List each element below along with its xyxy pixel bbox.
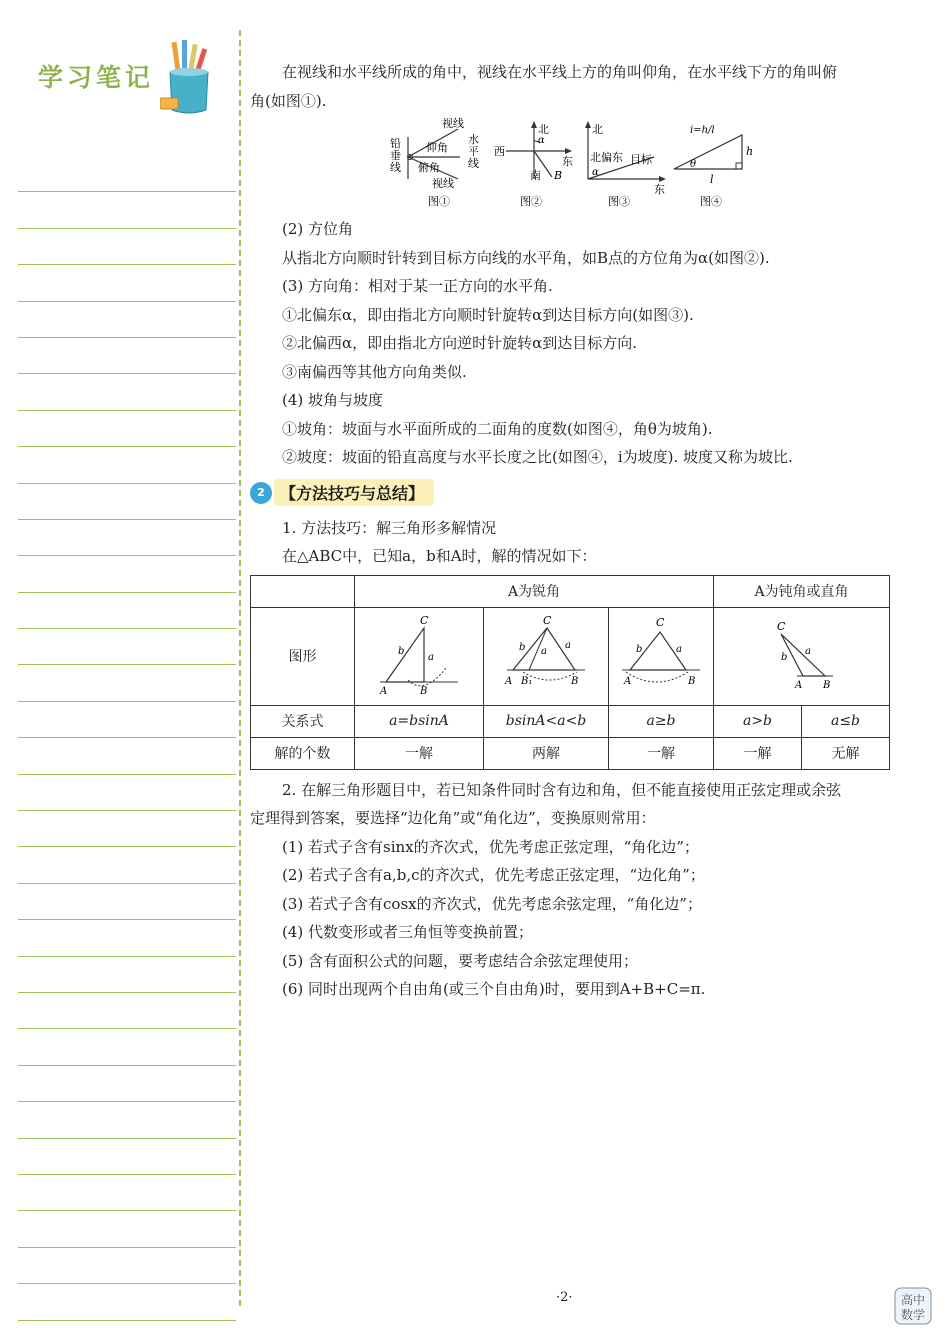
svg-text:C: C [420,614,429,627]
rule-6: (6) 同时出现两个自由角(或三个自由角)时，要用到A+B+C=π. [282,980,706,998]
main-content [250,58,890,1004]
fig2-west: 西 [494,145,505,158]
relation-2: bsinA<a<b [484,705,609,737]
notes-title: 学习笔记 [38,63,155,92]
relation-1: a=bsinA [355,705,484,737]
fig2-caption: 图② [520,195,542,208]
item-2: 从指北方向顺时针转到目标方向线的水平角，如B点的方位角为α(如图②). [282,248,770,267]
svg-text:b: b [636,644,643,655]
fig1-sight-bottom: 视线 [432,177,454,190]
svg-text:C: C [776,620,785,633]
relation-3: a≥b [609,705,714,737]
svg-text:b: b [398,646,405,657]
note-lines [18,156,236,1321]
row-label-relation: 关系式 [251,705,355,737]
fig1-horiz-1: 水 [468,133,479,146]
count-1: 一解 [355,737,484,769]
item-8: ①坡角：坡面与水平面所成的二面角的度数(如图④，角θ为坡角). [282,419,713,438]
rule-5: (5) 含有面积公式的问题，要考虑结合余弦定理使用； [282,951,639,970]
section-header [250,478,890,508]
svg-text:b: b [519,642,526,653]
triangle-case-1 [374,614,464,694]
figure-case-1 [355,607,484,705]
fig2-north: 北 [538,123,549,136]
fig4-theta: θ [690,159,697,170]
figure-row [250,117,890,209]
relation-5: a≤b [802,705,890,737]
dashed-divider [239,30,241,1306]
fig4-h: h [746,145,754,158]
fig4-l: l [710,173,714,186]
pencil-cup-icon [160,38,218,116]
svg-text:a: a [428,652,434,663]
fig1-sight-top: 视线 [442,117,464,130]
page-number: ·2· [556,1290,573,1305]
fig2-point: B [554,169,563,182]
fig1-depression: 俯角 [418,161,440,174]
fig3-direction: 北偏东 [590,151,623,164]
item-6: ③南偏西等其他方向角类似. [282,362,467,381]
section-badge: 2 [250,482,272,504]
rule-4: (4) 代数变形或者三角恒等变换前置； [282,923,534,941]
svg-text:A: A [624,676,632,687]
row-label-figure: 图形 [251,607,355,705]
header-acute: A为锐角 [355,575,714,607]
method-title: 1. 方法技巧：解三角形多解情况 [282,518,497,537]
fig4-caption: 图④ [700,195,722,208]
figure-case-3 [609,607,714,705]
svg-text:a: a [541,646,547,657]
math-logo-icon [893,1286,933,1326]
fig2-south: 南 [530,169,541,182]
svg-text:C: C [543,614,552,627]
svg-text:B: B [571,676,579,687]
figure-case-4 [714,607,890,705]
table-corner [251,575,355,607]
fig1-horiz-3: 线 [468,157,479,170]
fig3-caption: 图③ [608,195,630,208]
svg-text:A: A [380,686,388,694]
logo-line-1: 高中 [901,1293,926,1307]
fig1-lead-2: 垂 [390,149,401,162]
fig2-east: 东 [562,155,573,168]
svg-text:a: a [804,646,811,657]
rule-2: (2) 若式子含有a,b,c的齐次式，优先考虑正弦定理，“边化角”； [282,866,705,884]
intro-line-2: 角(如图①). [250,91,327,110]
triangle-case-4 [747,614,857,694]
count-5: 无解 [802,737,890,769]
svg-text:A: A [505,676,513,687]
method-intro: 在△ABC中，已知a，b和A时，解的情况如下： [282,547,597,565]
item-1: (2) 方位角 [282,220,354,238]
svg-text:a: a [565,640,571,651]
logo-line-2: 数学 [901,1308,926,1322]
rule-3: (3) 若式子含有cosx的齐次式，优先考虑余弦定理，“角化边”； [282,894,702,913]
svg-text:A: A [794,680,802,691]
count-3: 一解 [609,737,714,769]
rule2-line-1: 2. 在解三角形题目中，若已知条件同时含有边和角，但不能直接使用正弦定理或余弦 [282,780,842,799]
svg-text:B₁: B₁ [521,676,533,687]
item-3: (3) 方向角：相对于某一正方向的水平角. [282,277,553,295]
figure-4-slope [670,117,760,209]
svg-text:B: B [822,680,830,691]
intro-line-1: 在视线和水平线所成的角中，视线在水平线上方的角叫仰角，在水平线下方的角叫俯 [282,63,838,81]
fig3-north: 北 [592,123,603,136]
triangle-case-2 [501,614,591,694]
row-label-count: 解的个数 [251,737,355,769]
fig1-horiz-2: 平 [468,145,479,158]
item-7: (4) 坡角与坡度 [282,391,384,409]
count-2: 两解 [484,737,609,769]
rule2-line-2: 定理得到答案，要选择“边化角”或“角化边”，变换原则常用： [250,809,656,827]
item-5: ②北偏西α，即由指北方向逆时针旋转α到达目标方向. [282,334,638,352]
figure-1-elevation-depression [388,117,488,209]
triangle-case-3 [616,614,706,694]
fig3-east: 东 [654,183,665,196]
rule-1: (1) 若式子含有sinx的齐次式，优先考虑正弦定理，“角化边”； [282,837,699,856]
fig3-alpha: α [592,167,599,178]
fig1-lead-1: 铅 [390,137,401,150]
section-label: 【方法技巧与总结】 [274,479,434,506]
header-obtuse: A为钝角或直角 [714,575,890,607]
solutions-table [250,575,890,770]
svg-text:b: b [780,652,787,663]
fig4-formula: i=h/l [690,125,715,136]
fig2-alpha: α [538,135,545,146]
figure-2-azimuth [490,117,580,209]
fig1-caption: 图① [428,195,450,208]
svg-text:B: B [688,676,696,687]
svg-text:C: C [656,616,665,629]
relation-4: a>b [714,705,802,737]
figure-3-direction [580,117,670,209]
item-9: ②坡度：坡面的铅直高度与水平长度之比(如图④，i为坡度). 坡度又称为坡比. [282,448,793,466]
fig3-target: 目标 [630,153,652,166]
svg-text:B: B [420,686,428,694]
item-4: ①北偏东α，即由指北方向顺时针旋转α到达目标方向(如图③). [282,305,694,324]
figure-case-2 [484,607,609,705]
count-4: 一解 [714,737,802,769]
fig1-elevation: 仰角 [426,141,448,154]
svg-text:a: a [676,644,682,655]
fig1-lead-3: 线 [390,161,401,174]
